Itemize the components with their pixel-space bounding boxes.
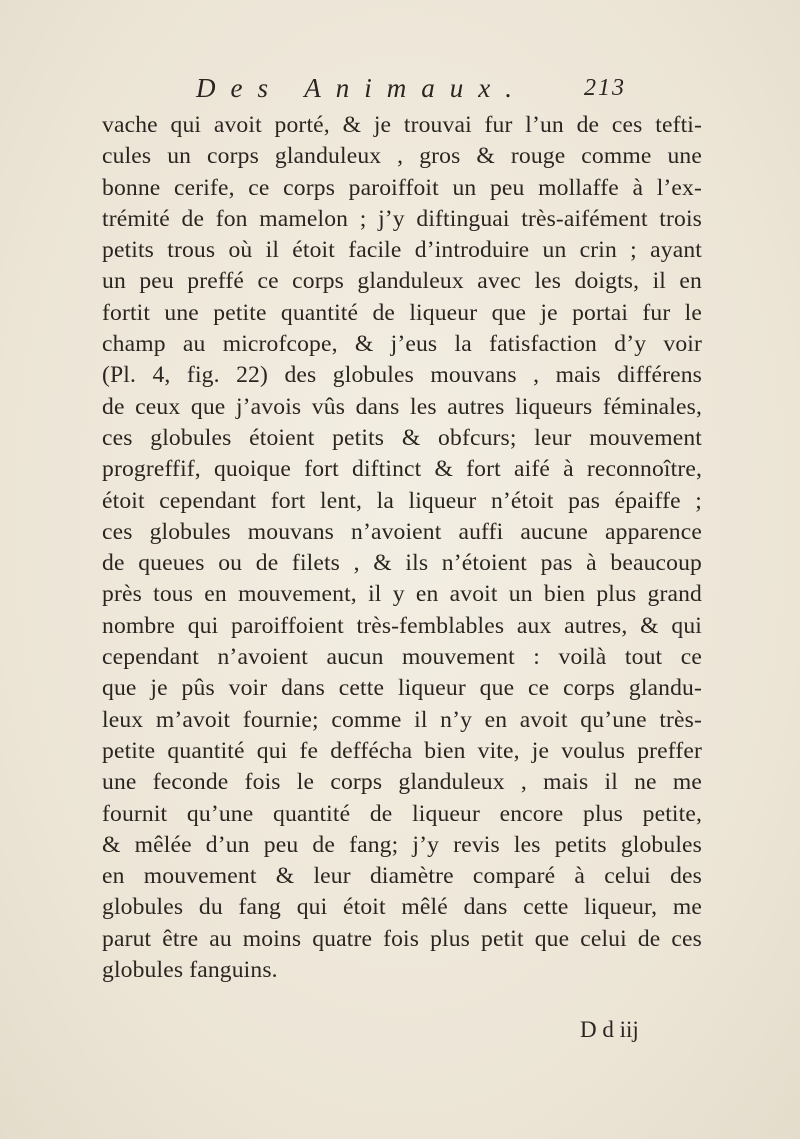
text-line: (Pl. 4, fig. 22) des globules mouvans , mais différens bbox=[102, 362, 702, 389]
text-line: près tous en mouvement, il y en avoit un bien plus grand bbox=[102, 581, 702, 608]
text-line: & mêlée d’un peu de fang; j’y revis les petits globules bbox=[102, 831, 702, 858]
text-line: globules du fang qui étoit mêlé dans cette liqueur, me bbox=[102, 894, 702, 921]
page-header bbox=[196, 73, 626, 109]
text-line: vache qui avoit porté, & je trouvai fur l’un de ces tefti- bbox=[102, 112, 702, 138]
text-line: cules un corps glanduleux , gros & rouge comme une bbox=[102, 143, 702, 170]
text-line: que je pûs voir dans cette liqueur que ce corps glandu- bbox=[102, 675, 702, 702]
text-line: fortit une petite quantité de liqueur que je portai fur le bbox=[102, 299, 702, 326]
text-line: trémité de fon mamelon ; j’y diftinguai très-aifément trois bbox=[102, 205, 702, 232]
text-line: ces globules mouvans n’avoient auffi aucune apparence bbox=[102, 518, 702, 545]
signature-mark: D d iij bbox=[580, 1017, 639, 1042]
text-line: leux m’avoit fournie; comme il n’y en avoit qu’une très- bbox=[102, 706, 702, 733]
text-line: nombre qui paroiffoient très-femblables aux autres, & qui bbox=[102, 612, 702, 639]
text-line: bonne cerife, ce corps paroiffoit un peu mollaffe à l’ex- bbox=[102, 174, 702, 201]
text-line: étoit cependant fort lent, la liqueur n’étoit pas épaiffe ; bbox=[102, 487, 702, 514]
text-line: un peu preffé ce corps glanduleux avec les doigts, il en bbox=[102, 268, 702, 295]
body-text bbox=[102, 110, 702, 986]
text-line: ces globules étoient petits & obfcurs; leur mouvement bbox=[102, 424, 702, 451]
text-line: globules fanguins. bbox=[102, 957, 278, 984]
page-number: 213 bbox=[584, 75, 626, 101]
running-title: Des Animaux. bbox=[196, 73, 527, 103]
text-line: fournit qu’une quantité de liqueur encore plus petite, bbox=[102, 800, 702, 827]
text-line: parut être au moins quatre fois plus petit que celui de ces bbox=[102, 925, 702, 952]
text-line: une feconde fois le corps glanduleux , mais il ne me bbox=[102, 769, 702, 796]
text-line: champ au microfcope, & j’eus la fatisfaction d’y voir bbox=[102, 331, 702, 358]
text-line: en mouvement & leur diamètre comparé à celui des bbox=[102, 863, 702, 890]
text-line: de queues ou de filets , & ils n’étoient pas à beaucoup bbox=[102, 550, 702, 577]
text-line: progreffif, quoique fort diftinct & fort aifé à reconnoître, bbox=[102, 456, 702, 483]
text-line: de ceux que j’avois vûs dans les autres liqueurs féminales, bbox=[102, 393, 702, 420]
text-line: petite quantité qui fe defféchа bien vite, je voulus preffer bbox=[102, 737, 702, 764]
text-line: petits trous où il étoit facile d’introduire un crin ; ayant bbox=[102, 237, 702, 264]
text-line: cependant n’avoient aucun mouvement : voilà tout ce bbox=[102, 644, 702, 671]
